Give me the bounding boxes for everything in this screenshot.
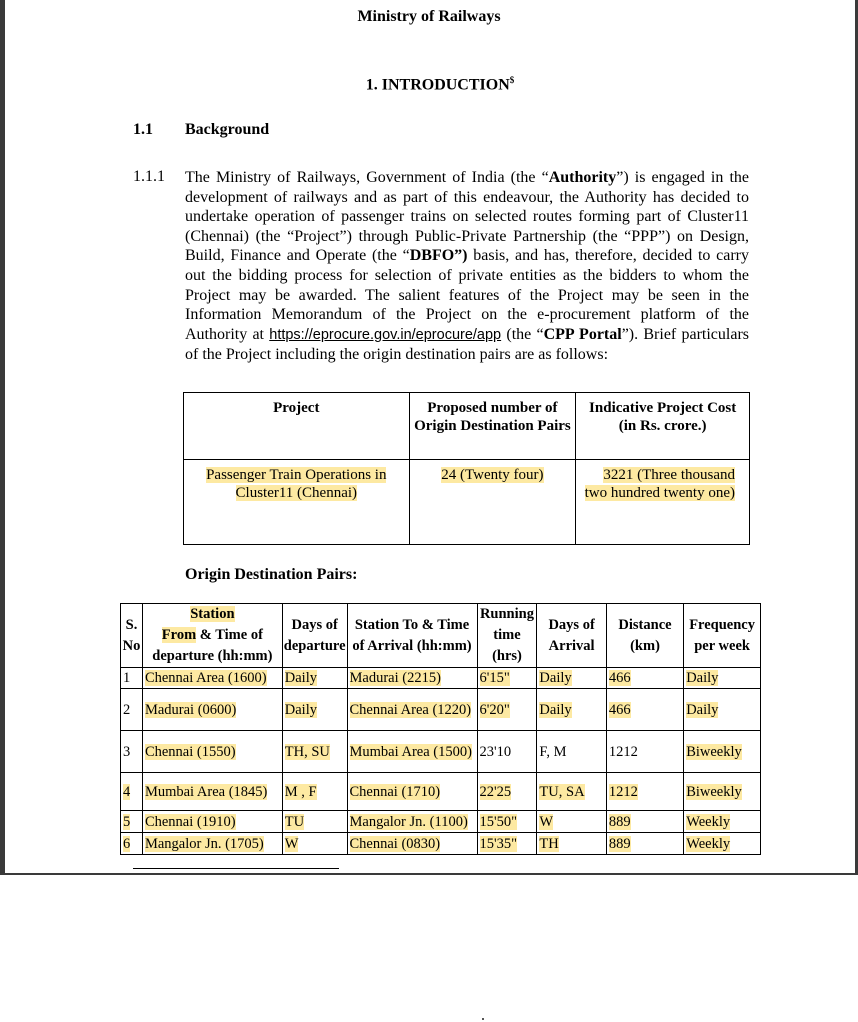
sno-cell: 3 — [121, 731, 143, 773]
running-time-cell: 6'15" — [477, 668, 537, 689]
od-pairs-cell: 24 (Twenty four) — [409, 460, 576, 545]
running-time-cell: 22'25 — [477, 773, 537, 811]
page-marker — [482, 1018, 484, 1020]
sno-cell: 6 — [121, 833, 143, 855]
od-table-row — [121, 668, 761, 689]
od-pairs-header: Proposed number of Origin Destination Pairs — [409, 393, 576, 460]
cpp-portal-link[interactable]: https://eprocure.gov.in/eprocure/app — [269, 326, 502, 343]
distance-cell: 889 — [606, 811, 683, 833]
station-from-cell: Madurai (0600) — [142, 689, 282, 731]
sno-cell: 5 — [121, 811, 143, 833]
station-from-header: Station From & Time of departure (hh:mm) — [142, 604, 282, 668]
station-to-cell: Mumbai Area (1500) — [347, 731, 477, 773]
days-arrival-cell: Daily — [537, 668, 606, 689]
days-arrival-header: Days of Arrival — [537, 604, 606, 668]
para-authority-term: Authority — [548, 169, 617, 186]
subsection-title: Background — [185, 121, 270, 138]
document-header: Ministry of Railways — [357, 8, 501, 25]
sno-header: S. No — [121, 604, 143, 668]
station-to-cell: Mangalor Jn. (1100) — [347, 811, 477, 833]
days-departure-cell: Daily — [282, 668, 347, 689]
para-text-3: basis, and has, therefore, decided to carry out the bidding process for selection of private entities as the bidders to whom the Project may be awarded. The salient features of the Project may be seen in the Information Memorandum of the Project on the e-procurement platform of the Authority at — [185, 247, 750, 343]
frequency-cell: Biweekly — [684, 731, 761, 773]
para-text-4: (the “ — [501, 325, 544, 343]
od-pairs-title: Origin Destination Pairs: — [185, 566, 358, 583]
sno-cell: 2 — [121, 689, 143, 731]
para-text-2: ”) is engaged in the development of railways and as part of this endeavour, the Authority has decided to undertake operation of passenger trains on selected routes forming part of Cluster11 (Chennai) (the “Project”) through Public-Private Partnership (the “PPP”) on Design, Build, Finance and Operate (the “ — [185, 169, 749, 265]
days-arrival-cell: TH — [537, 833, 606, 855]
page-bottom-edge — [0, 873, 858, 875]
distance-cell: 1212 — [606, 773, 683, 811]
running-time-cell: 23'10 — [477, 731, 537, 773]
od-table-row — [121, 833, 761, 855]
od-table-row — [121, 689, 761, 731]
days-departure-cell: Daily — [282, 689, 347, 731]
distance-header: Distance (km) — [606, 604, 683, 668]
section-footnote-mark[interactable]: $ — [509, 75, 515, 85]
section-title-text: 1. INTRODUCTION — [365, 76, 510, 94]
running-time-cell: 15'50" — [477, 811, 537, 833]
subsection-number: 1.1 — [133, 121, 153, 138]
od-table-header-row — [121, 604, 761, 668]
days-departure-cell: W — [282, 833, 347, 855]
paragraph-number: 1.1.1 — [133, 168, 165, 185]
station-to-cell: Chennai Area (1220) — [347, 689, 477, 731]
days-arrival-cell: Daily — [537, 689, 606, 731]
station-from-cell: Chennai (1910) — [142, 811, 282, 833]
days-departure-cell: TU — [282, 811, 347, 833]
background-paragraph — [185, 168, 749, 365]
station-from-cell: Chennai Area (1600) — [142, 668, 282, 689]
od-table-row — [121, 731, 761, 773]
project-cell: Passenger Train Operations in Cluster11 (Chennai) — [184, 460, 410, 545]
project-table — [183, 392, 750, 545]
station-to-cell: Chennai (0830) — [347, 833, 477, 855]
running-time-cell: 15'35" — [477, 833, 537, 855]
para-text-5: ”). Brief particulars of the Project including the origin destination pairs are as follows: — [185, 325, 750, 364]
distance-cell: 1212 — [606, 731, 683, 773]
frequency-cell: Weekly — [684, 811, 761, 833]
page-left-edge — [0, 0, 5, 875]
section-title — [0, 75, 858, 94]
running-time-cell: 6'20" — [477, 689, 537, 731]
frequency-cell: Daily — [684, 689, 761, 731]
project-table-row — [184, 460, 750, 545]
project-header: Project — [184, 393, 410, 460]
days-arrival-cell: W — [537, 811, 606, 833]
days-departure-cell: M , F — [282, 773, 347, 811]
sno-cell: 4 — [121, 773, 143, 811]
distance-cell: 466 — [606, 689, 683, 731]
od-table-row — [121, 811, 761, 833]
frequency-cell: Weekly — [684, 833, 761, 855]
frequency-cell: Daily — [684, 668, 761, 689]
para-text-1: The Ministry of Railways, Government of India (the “ — [185, 169, 549, 186]
od-table-row — [121, 773, 761, 811]
days-arrival-cell: F, M — [537, 731, 606, 773]
station-to-header: Station To & Time of Arrival (hh:mm) — [347, 604, 477, 668]
frequency-header: Frequency per week — [684, 604, 761, 668]
frequency-cell: Biweekly — [684, 773, 761, 811]
station-from-cell: Mumbai Area (1845) — [142, 773, 282, 811]
running-time-header: Running time (hrs) — [477, 604, 537, 668]
project-table-header-row — [184, 393, 750, 460]
station-to-cell: Madurai (2215) — [347, 668, 477, 689]
days-departure-header: Days of departure — [282, 604, 347, 668]
od-pairs-table — [120, 603, 761, 855]
para-cpp-term: CPP Portal — [543, 325, 622, 343]
days-departure-cell: TH, SU — [282, 731, 347, 773]
station-to-cell: Chennai (1710) — [347, 773, 477, 811]
days-arrival-cell: TU, SA — [537, 773, 606, 811]
cost-cell: 3221 (Three thousand two hundred twenty one) — [576, 460, 750, 545]
station-from-cell: Mangalor Jn. (1705) — [142, 833, 282, 855]
para-dbfo-term: DBFO”) — [409, 247, 468, 265]
cost-header: Indicative Project Cost (in Rs. crore.) — [576, 393, 750, 460]
footnote-divider — [133, 868, 339, 869]
distance-cell: 466 — [606, 668, 683, 689]
distance-cell: 889 — [606, 833, 683, 855]
station-from-cell: Chennai (1550) — [142, 731, 282, 773]
sno-cell: 1 — [121, 668, 143, 689]
